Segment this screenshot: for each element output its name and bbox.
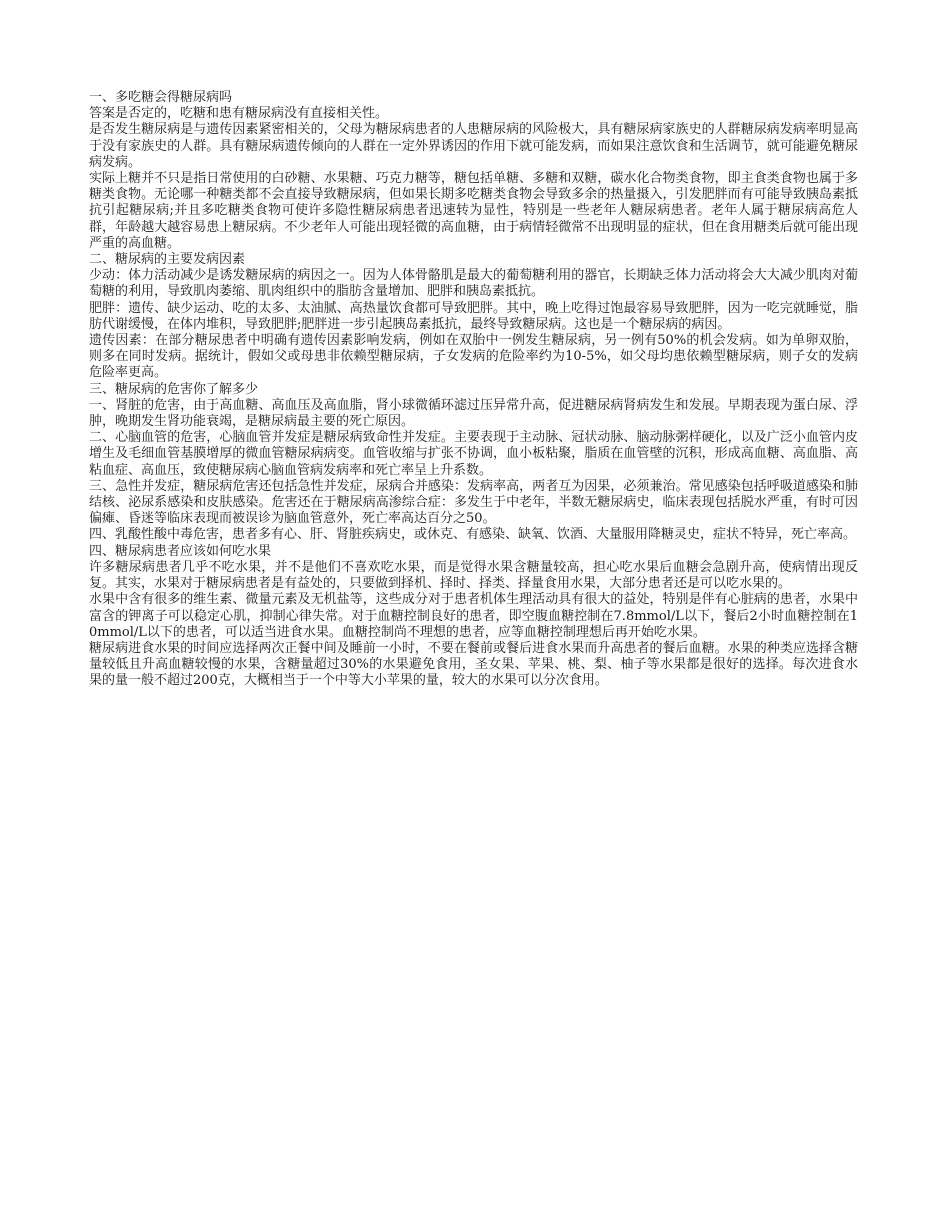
paragraph-fruit-intro: 许多糖尿病患者几乎不吃水果，并不是他们不喜欢吃水果，而是觉得水果含糖量较高，担心吃水果后血糖会急剧升高，使病情出现反复。其实，水果对于糖尿病患者是有益处的，只要做到择机、择时、择类、择量食用水果，大部分患者还是可以吃水果的。: [89, 559, 858, 592]
paragraph-genetics: 是否发生糖尿病是与遗传因素紧密相关的，父母为糖尿病患者的人患糖尿病的风险极大，具有糖尿病家族史的人群糖尿病发病率明显高于没有家族史的人群。具有糖尿病遗传倾向的人群在一定外界诱因的作用下就可能发病，而如果注意饮食和生活调节，就可能避免糖尿病发病。: [89, 122, 858, 170]
paragraph-fruit-benefits: 水果中含有很多的维生素、微量元素及无机盐等，这些成分对于患者机体生理活动具有很大的益处，特别是伴有心脏病的患者，水果中富含的钾离子可以稳定心肌，抑制心律失常。对于血糖控制良好的患者，即空腹血糖控制在7.8mmol/L以下，餐后2小时血糖控制在10mmol/L以下的患者，可以适当进食水果。血糖控制尚不理想的患者，应等血糖控制理想后再开始吃水果。: [89, 592, 858, 640]
section-heading-2: 二、糖尿病的主要发病因素: [89, 252, 246, 268]
section-heading-3: 三、糖尿病的危害你了解多少: [89, 381, 259, 397]
paragraph-cardio-harm: 二、心脑血管的危害，心脑血管并发症是糖尿病致命性并发症。主要表现于主动脉、冠状动脉、脑动脉粥样硬化，以及广泛小血管内皮增生及毛细血管基膜增厚的微血管糖尿病病变。血管收缩与扩张不协调，血小板粘聚，脂质在血管壁的沉积，形成高血糖、高血脂、高粘血症、高血压，致使糖尿病心脑血管病发病率和死亡率呈上升系数。: [89, 430, 858, 478]
paragraph-answer: 答案是否定的，吃糖和患有糖尿病没有直接相关性。: [89, 106, 389, 122]
section-heading-1: 一、多吃糖会得糖尿病吗: [89, 90, 233, 105]
paragraph-inactivity: 少动：体力活动减少是诱发糖尿病的病因之一。因为人体骨骼肌是最大的葡萄糖利用的器官，长期缺乏体力活动将会大大减少肌肉对葡萄糖的利用，导致肌肉萎缩、肌肉组织中的脂肪含量增加、肥胖和胰岛素抵抗。: [89, 268, 858, 300]
paragraph-fruit-timing: 糖尿病进食水果的时间应选择两次正餐中间及睡前一小时，不要在餐前或餐后进食水果而升高患者的餐后血糖。水果的种类应选择含糖量较低且升高血糖较慢的水果，含糖量超过30%的水果避免食用，圣女果、苹果、桃、梨、柚子等水果都是很好的选择。每次进食水果的量一般不超过200克，大概相当于一个中等大小苹果的量，较大的水果可以分次食用。: [89, 640, 858, 689]
paragraph-lactic-acidosis: 四、乳酸性酸中毒危害，患者多有心、肝、肾脏疾病史，或休克、有感染、缺氧、饮酒、大量服用降糖灵史，症状不特异，死亡率高。: [89, 527, 857, 543]
section-heading-4: 四、糖尿病患者应该如何吃水果: [89, 543, 272, 559]
paragraph-acute-complications: 三、急性并发症，糖尿病危害还包括急性并发症，尿病合并感染：发病率高，两者互为因果，必须兼治。常见感染包括呼吸道感染和肺结核、泌尿系感染和皮肤感染。危害还在于糖尿病高渗综合症：多发生于中老年，半数无糖尿病史，临床表现包括脱水严重，有时可因偏瘫、昏迷等临床表现而被误诊为脑血管意外，死亡率高达百分之50。: [89, 478, 858, 527]
paragraph-obesity: 肥胖：遗传、缺少运动、吃的太多、太油腻、高热量饮食都可导致肥胖。其中，晚上吃得过饱最容易导致肥胖，因为一吃完就睡觉，脂肪代谢缓慢，在体内堆积，导致肥胖;肥胖进一步引起胰岛素抵抗，最终导致糖尿病。这也是一个糖尿病的病因。: [89, 300, 858, 332]
paragraph-sugar-types: 实际上糖并不只是指日常使用的白砂糖、水果糖、巧克力糖等，糖包括单糖、多糖和双糖，碳水化合物类食物，即主食类食物也属于多糖类食物。无论哪一种糖类都不会直接导致糖尿病，但如果长期多吃糖类食物会导致多余的热量摄入，引发肥胖而有可能导致胰岛素抵抗引起糖尿病;并且多吃糖类食物可使许多隐性糖尿病患者迅速转为显性，特别是一些老年人糖尿病患者。老年人属于糖尿病高危人群，年龄越大越容易患上糖尿病。不少老年人可能出现轻微的高血糖，由于病情轻微常不出现明显的症状，但在食用糖类后就可能出现严重的高血糖。: [89, 171, 858, 251]
paragraph-heredity: 遗传因素：在部分糖尿患者中明确有遗传因素影响发病，例如在双胎中一例发生糖尿病，另一例有50%的机会发病。如为单卵双胎，则多在同时发病。据统计，假如父或母患非依赖型糖尿病，子女发病的危险率约为10-5%，如父母均患依赖型糖尿病，则子女的发病危险率更高。: [89, 333, 858, 381]
paragraph-kidney-harm: 一、肾脏的危害，由于高血糖、高血压及高血脂，肾小球微循环滤过压异常升高，促进糖尿病肾病发生和发展。早期表现为蛋白尿、浮肿，晚期发生肾功能衰竭，是糖尿病最主要的死亡原因。: [89, 397, 858, 430]
